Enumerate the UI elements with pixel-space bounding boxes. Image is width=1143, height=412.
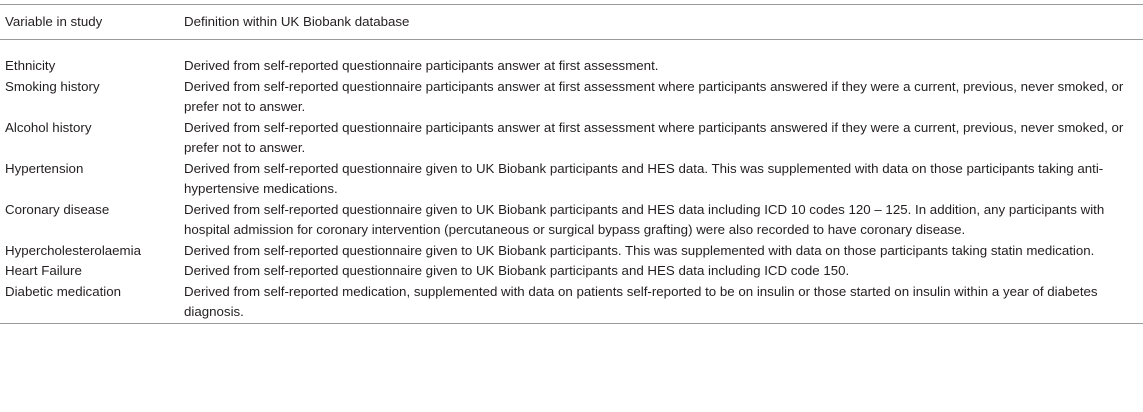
row-variable: Heart Failure: [5, 263, 82, 278]
row-variable: Alcohol history: [5, 119, 92, 135]
table-row: [0, 200, 1143, 241]
table-row: [0, 159, 1143, 200]
row-definition: Derived from self-reported questionnaire given to UK Biobank participants and HES data. This was supplemented with data on those participants taking anti-hypertensive medications.: [184, 160, 1104, 196]
table-row: [0, 118, 1143, 159]
row-definition: Derived from self-reported questionnaire given to UK Biobank participants and HES data including ICD 10 codes 120 – 125. In addition, any participants with hospital admission for coronary intervention (percutaneous or surgical bypass grafting) were also recorded to have coronary disease.: [184, 201, 1105, 237]
row-definition: Derived from self-reported questionnaire given to UK Biobank participants. This was supplemented with data on those participants taking statin medication.: [184, 242, 1095, 258]
row-variable: Hypertension: [5, 160, 84, 176]
row-variable: Hypercholesterolaemia: [5, 242, 141, 258]
row-definition: Derived from self-reported medication, supplemented with data on patients self-reported to be on insulin or those started on insulin within a year of diabetes diagnosis.: [184, 283, 1098, 319]
table-header: [0, 5, 1143, 40]
row-variable: Ethnicity: [5, 58, 56, 73]
header-variable: Variable in study: [5, 13, 103, 29]
table-row: [0, 77, 1143, 118]
row-variable: Smoking history: [5, 78, 100, 94]
header-row: [0, 5, 1143, 40]
row-variable: Diabetic medication: [5, 283, 122, 299]
row-definition: Derived from self-reported questionnaire given to UK Biobank participants and HES data including ICD code 150.: [184, 263, 850, 278]
header-definition: Definition within UK Biobank database: [184, 13, 410, 29]
table-row: [0, 40, 1143, 77]
table-body: [0, 40, 1143, 324]
row-definition: Derived from self-reported questionnaire participants answer at first assessment.: [184, 58, 659, 73]
table-row: [0, 261, 1143, 282]
row-definition: Derived from self-reported questionnaire participants answer at first assessment where participants answered if they were a current, previous, never smoked, or prefer not to answer.: [184, 119, 1124, 155]
row-definition: Derived from self-reported questionnaire participants answer at first assessment where participants answered if they were a current, previous, never smoked, or prefer not to answer.: [184, 78, 1124, 114]
table-row: [0, 241, 1143, 262]
definitions-table: [0, 4, 1143, 324]
table-row: [0, 282, 1143, 324]
row-variable: Coronary disease: [5, 201, 110, 217]
